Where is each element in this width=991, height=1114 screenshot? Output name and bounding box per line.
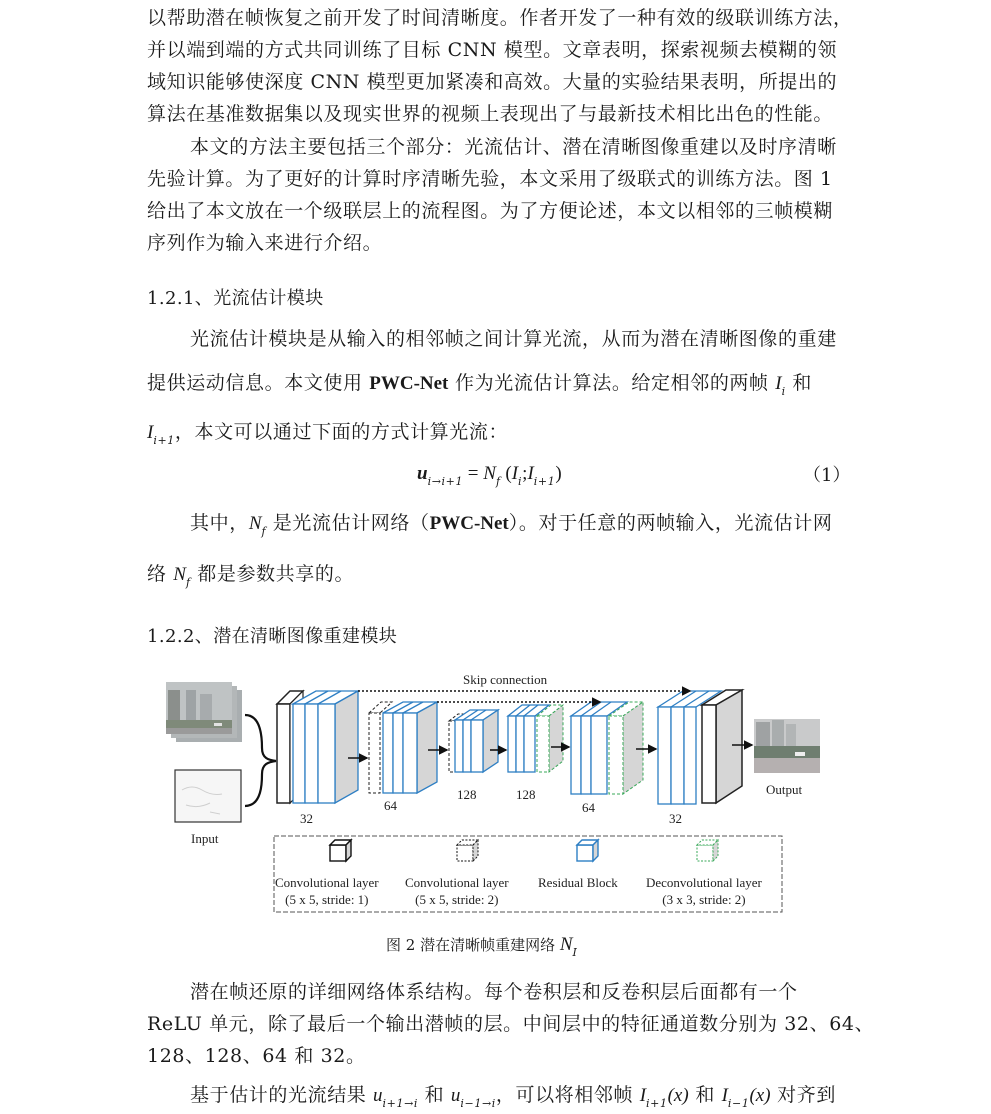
eq-paren: ( xyxy=(500,463,512,484)
conv-stride2-cube-icon xyxy=(457,840,478,861)
decoder-block-64 xyxy=(571,702,643,794)
decoder-block-128 xyxy=(508,705,563,772)
channel-label-32-dec: 32 xyxy=(669,811,682,826)
text-span: 基于估计的光流结果 xyxy=(190,1084,374,1106)
eq-sep: ; xyxy=(522,463,528,484)
math-sub: f xyxy=(185,576,191,589)
encoder-block-128 xyxy=(449,710,498,772)
channel-label-32-enc: 32 xyxy=(300,811,313,826)
intro-line-4: 算法在基准数据集以及现实世界的视频上表现出了与最新技术相比出色的性能。 xyxy=(147,103,834,125)
text-span: 其中， xyxy=(190,512,249,534)
math-sub: i+1 xyxy=(646,1097,668,1110)
text-span: 和 xyxy=(785,372,812,394)
math-arg: (x) xyxy=(749,1085,771,1106)
eq-arg1-sub: i xyxy=(518,475,523,488)
eq-fn-sub: f xyxy=(495,475,501,488)
math-var: I xyxy=(147,422,154,443)
residual-block-cube-icon xyxy=(577,840,598,861)
skip-connection-label: Skip connection xyxy=(463,672,548,687)
legend-sublabel: (5 x 5, stride: 2) xyxy=(415,892,499,907)
channel-label-64-enc: 64 xyxy=(384,798,397,813)
math-sub: i+1 xyxy=(153,434,175,447)
eq-paren: ) xyxy=(555,463,562,484)
arch-line-1: 潜在帧还原的详细网络体系结构。每个卷积层和反卷积层后面都有一个 xyxy=(190,981,798,1003)
math-var: N xyxy=(248,513,262,534)
caption-var-sub: I xyxy=(572,946,577,959)
encoder-block-32 xyxy=(277,691,358,803)
nf-para-line-1 xyxy=(190,511,847,538)
text-span: 对齐到 xyxy=(770,1084,836,1106)
eq-arg1: I xyxy=(511,463,519,484)
text-span: 作为光流估计算法。给定相邻的两帧 xyxy=(448,372,776,394)
eq-fn: N xyxy=(483,463,496,484)
channel-label-64-dec: 64 xyxy=(582,800,595,815)
intro-line-1: 以帮助潜在帧恢复之前开发了时间清晰度。作者开发了一种有效的级联训练方法， xyxy=(147,7,853,29)
flow-para-line-3 xyxy=(147,420,847,447)
method-line-3: 给出了本文放在一个级联层上的流程图。为了方便论述，本文以相邻的三帧模糊 xyxy=(147,200,834,222)
channel-label-128-dec: 128 xyxy=(516,787,536,802)
merge-brace xyxy=(245,715,276,806)
input-label: Input xyxy=(191,831,219,846)
channel-label-128-enc: 128 xyxy=(457,787,477,802)
caption-var: N xyxy=(559,934,573,955)
text-span: 和 xyxy=(688,1084,722,1106)
eq-arg2: I xyxy=(527,463,534,484)
legend-label: Deconvolutional layer xyxy=(646,875,762,890)
math-sub: i xyxy=(781,385,786,398)
math-var: N xyxy=(173,564,186,585)
legend-label: Convolutional layer xyxy=(405,875,509,890)
math-var: I xyxy=(775,373,782,394)
math-sub: i−1 xyxy=(727,1097,750,1110)
input-edge-image xyxy=(175,770,241,822)
conv-stride1-cube-icon xyxy=(330,840,351,861)
arch-line-2: ReLU 单元，除了最后一个输出潜帧的层。中间层中的特征通道数分别为 32、64、 xyxy=(147,1013,875,1035)
caption-text: 图 2 潜在清晰帧重建网络 xyxy=(386,936,560,954)
pwc-net-term: PWC-Net xyxy=(429,513,509,534)
section-heading-1-2-2: 1.2.2、潜在清晰图像重建模块 xyxy=(147,626,398,647)
text-span: 络 xyxy=(147,563,174,585)
math-var: u xyxy=(450,1085,461,1106)
eq-arg2-sub: i+1 xyxy=(533,475,556,488)
intro-line-2: 并以端到端的方式共同训练了目标 CNN 模型。文章表明，探索视频去模糊的领 xyxy=(147,39,838,61)
legend-item-conv-stride2 xyxy=(405,874,509,908)
network-figure xyxy=(160,665,840,920)
text-span: ，本文可以通过下面的方式计算光流： xyxy=(174,421,509,443)
method-line-2: 先验计算。为了更好的计算时序清晰先验，本文采用了级联式的训练方法。图 1 xyxy=(147,168,833,190)
math-var: I xyxy=(721,1085,728,1106)
nf-para-line-2 xyxy=(147,562,847,589)
legend-item-conv-stride1 xyxy=(275,874,379,908)
arch-line-3: 128、128、64 和 32。 xyxy=(147,1045,366,1067)
method-line-1: 本文的方法主要包括三个部分：光流估计、潜在清晰图像重建以及时序清晰 xyxy=(190,136,837,158)
section-heading-1-2-1: 1.2.1、光流估计模块 xyxy=(147,288,324,309)
method-line-4: 序列作为输入来进行介绍。 xyxy=(147,232,383,254)
input-frames-image xyxy=(166,682,242,742)
text-span: ）。对于任意的两帧输入，光流估计网 xyxy=(508,512,833,534)
math-arg: (x) xyxy=(667,1085,689,1106)
eq-lhs: u xyxy=(417,463,428,484)
equation-1 xyxy=(417,461,562,488)
legend-label: Convolutional layer xyxy=(275,875,379,890)
text-span: 是光流估计网络（ xyxy=(266,512,430,534)
figure-caption xyxy=(386,934,577,959)
eq-equals: = xyxy=(463,463,484,484)
math-var: u xyxy=(373,1085,383,1106)
math-sub: i+1→i xyxy=(382,1097,419,1110)
math-sub: f xyxy=(261,525,267,538)
align-line-1 xyxy=(190,1083,847,1110)
text-span: ，可以将相邻帧 xyxy=(495,1084,640,1106)
legend-label: Residual Block xyxy=(538,875,618,890)
math-var: I xyxy=(639,1085,647,1106)
output-label: Output xyxy=(766,782,803,797)
flow-para-line-2 xyxy=(147,371,847,398)
intro-line-3: 域知识能够使深度 CNN 模型更加紧凑和高效。大量的实验结果表明，所提出的 xyxy=(147,71,838,93)
output-image xyxy=(754,719,820,773)
flow-para-line-1: 光流估计模块是从输入的相邻帧之间计算光流，从而为潜在清晰图像的重建 xyxy=(190,328,837,350)
encoder-block-64 xyxy=(369,702,437,793)
text-span: 都是参数共享的。 xyxy=(190,563,355,585)
decoder-block-32 xyxy=(658,690,742,804)
legend-item-deconv xyxy=(646,874,762,908)
legend-sublabel: (3 x 3, stride: 2) xyxy=(662,892,746,907)
math-sub: i−1→i xyxy=(460,1097,496,1110)
legend-sublabel: (5 x 5, stride: 1) xyxy=(285,892,369,907)
text-span: 提供运动信息。本文使用 xyxy=(147,372,370,394)
legend-item-residual xyxy=(538,874,618,891)
pwc-net-term: PWC-Net xyxy=(369,373,449,394)
equation-number: （1） xyxy=(803,465,851,486)
text-span: 和 xyxy=(418,1084,451,1106)
deconv-cube-icon xyxy=(697,840,718,861)
eq-lhs-sub: i→i+1 xyxy=(427,475,464,488)
